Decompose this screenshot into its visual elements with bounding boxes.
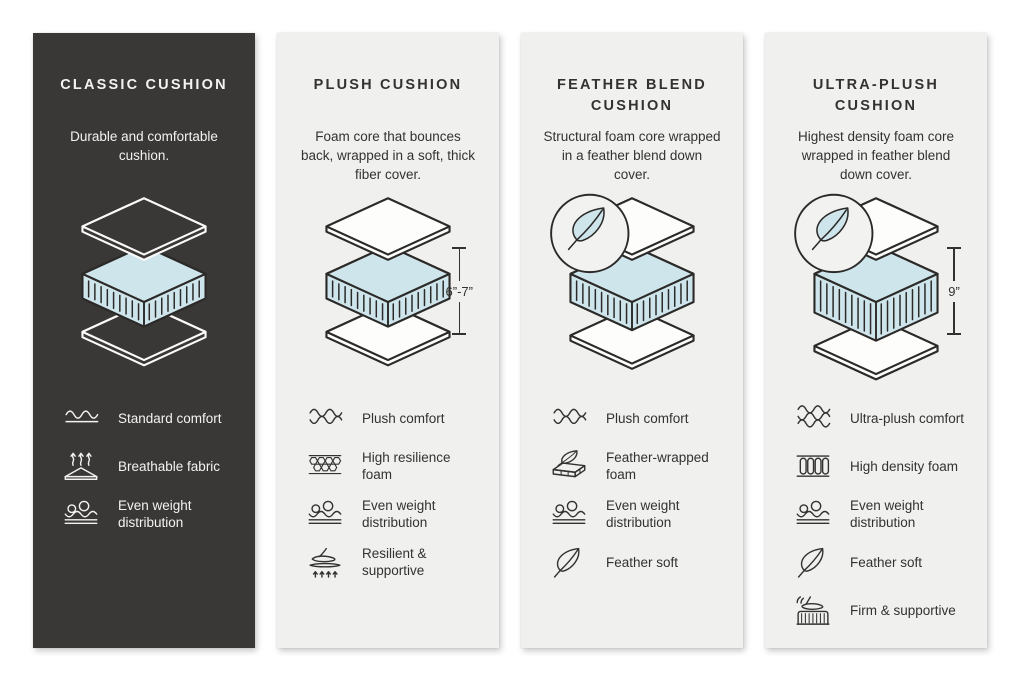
feature-label: Even weight distribution bbox=[606, 498, 680, 530]
cushion-card-feather-blend bbox=[521, 33, 743, 648]
firm-foot-icon bbox=[791, 593, 835, 629]
feature-item bbox=[791, 449, 965, 485]
cushion-illustration bbox=[55, 193, 233, 385]
measure-cap bbox=[452, 333, 466, 335]
feature-item bbox=[547, 449, 721, 485]
feather-badge-icon bbox=[795, 195, 872, 272]
feature-label: Firm & supportive bbox=[850, 602, 956, 618]
card-title: ULTRA-PLUSH CUSHION bbox=[812, 77, 940, 115]
feature-label: Even weight distribution bbox=[118, 498, 192, 530]
card-title: CLASSIC CUSHION bbox=[60, 77, 228, 93]
honeycomb-foam-icon bbox=[303, 449, 347, 485]
weight-distribution-icon bbox=[59, 497, 103, 533]
wave-single-icon bbox=[59, 401, 103, 437]
measure-line bbox=[459, 302, 461, 334]
feature-label: High resilience foam bbox=[362, 450, 451, 482]
feature-label: Feather soft bbox=[606, 554, 679, 570]
card-description: Durable and comfortable cushion. bbox=[70, 129, 218, 164]
height-measurement bbox=[446, 247, 473, 335]
weight-distribution-icon bbox=[791, 497, 835, 533]
weight-distribution-icon bbox=[303, 497, 347, 533]
feature-item bbox=[303, 449, 477, 485]
feature-item bbox=[547, 401, 721, 437]
measure-line bbox=[953, 302, 955, 334]
feather-foam-icon bbox=[547, 449, 591, 485]
cushion-layers-diagram bbox=[56, 193, 232, 382]
high-density-foam-icon bbox=[791, 449, 835, 485]
card-description: Highest density foam core wrapped in feather blend down cover. bbox=[797, 129, 955, 183]
height-measurement-label: 6”-7” bbox=[445, 283, 473, 299]
feature-item bbox=[791, 545, 965, 581]
feather-icon bbox=[791, 545, 835, 581]
cushion-card-plush bbox=[277, 33, 499, 648]
height-measurement-label: 9” bbox=[948, 283, 960, 299]
measure-cap bbox=[947, 333, 961, 335]
feature-label: Even weight distribution bbox=[362, 498, 436, 530]
feature-item bbox=[547, 545, 721, 581]
feature-label: Feather soft bbox=[850, 554, 923, 570]
cushion-illustration bbox=[543, 193, 721, 385]
feature-item bbox=[59, 449, 233, 485]
cushion-layers-diagram bbox=[544, 193, 720, 382]
feature-item bbox=[59, 497, 233, 533]
feature-item bbox=[791, 497, 965, 533]
cushion-card-ultra-plush bbox=[765, 33, 987, 648]
resilient-foot-icon bbox=[303, 545, 347, 581]
cushion-card-classic bbox=[33, 33, 255, 648]
feature-label: High density foam bbox=[850, 458, 959, 474]
feature-item bbox=[791, 401, 965, 437]
feature-list bbox=[787, 401, 965, 629]
feature-label: Plush comfort bbox=[606, 410, 689, 426]
breathable-icon bbox=[59, 449, 103, 485]
cushion-illustration bbox=[787, 193, 965, 385]
feature-item bbox=[303, 497, 477, 533]
feature-list bbox=[55, 401, 233, 533]
feature-label: Feather-wrapped foam bbox=[606, 450, 709, 482]
feature-item bbox=[303, 401, 477, 437]
measure-line bbox=[953, 249, 955, 281]
cushion-comparison-cards bbox=[33, 33, 987, 648]
feature-item bbox=[59, 401, 233, 437]
feature-label: Resilient & supportive bbox=[362, 546, 427, 578]
wave-double-icon bbox=[547, 401, 591, 437]
cushion-illustration bbox=[299, 193, 477, 385]
card-title: PLUSH CUSHION bbox=[313, 77, 463, 93]
feature-label: Ultra-plush comfort bbox=[850, 410, 965, 426]
feature-item bbox=[791, 593, 965, 629]
feature-label: Standard comfort bbox=[118, 410, 222, 426]
feature-label: Breathable fabric bbox=[118, 458, 221, 474]
feature-item bbox=[303, 545, 477, 581]
weight-distribution-icon bbox=[547, 497, 591, 533]
feather-icon bbox=[547, 545, 591, 581]
feature-item bbox=[547, 497, 721, 533]
feature-list bbox=[299, 401, 477, 581]
wave-triple-icon bbox=[791, 401, 835, 437]
feature-label: Even weight distribution bbox=[850, 498, 924, 530]
card-description: Foam core that bounces back, wrapped in a soft, thick fiber cover. bbox=[300, 129, 476, 183]
feature-label: Plush comfort bbox=[362, 410, 445, 426]
height-measurement bbox=[947, 247, 961, 335]
measure-line bbox=[459, 249, 461, 281]
cushion-layers-diagram bbox=[788, 193, 964, 382]
feather-badge-icon bbox=[551, 195, 628, 272]
wave-double-icon bbox=[303, 401, 347, 437]
card-description: Structural foam core wrapped in a feather blend down cover. bbox=[543, 129, 721, 183]
feature-list bbox=[543, 401, 721, 581]
card-title: FEATHER BLEND CUSHION bbox=[557, 77, 707, 115]
